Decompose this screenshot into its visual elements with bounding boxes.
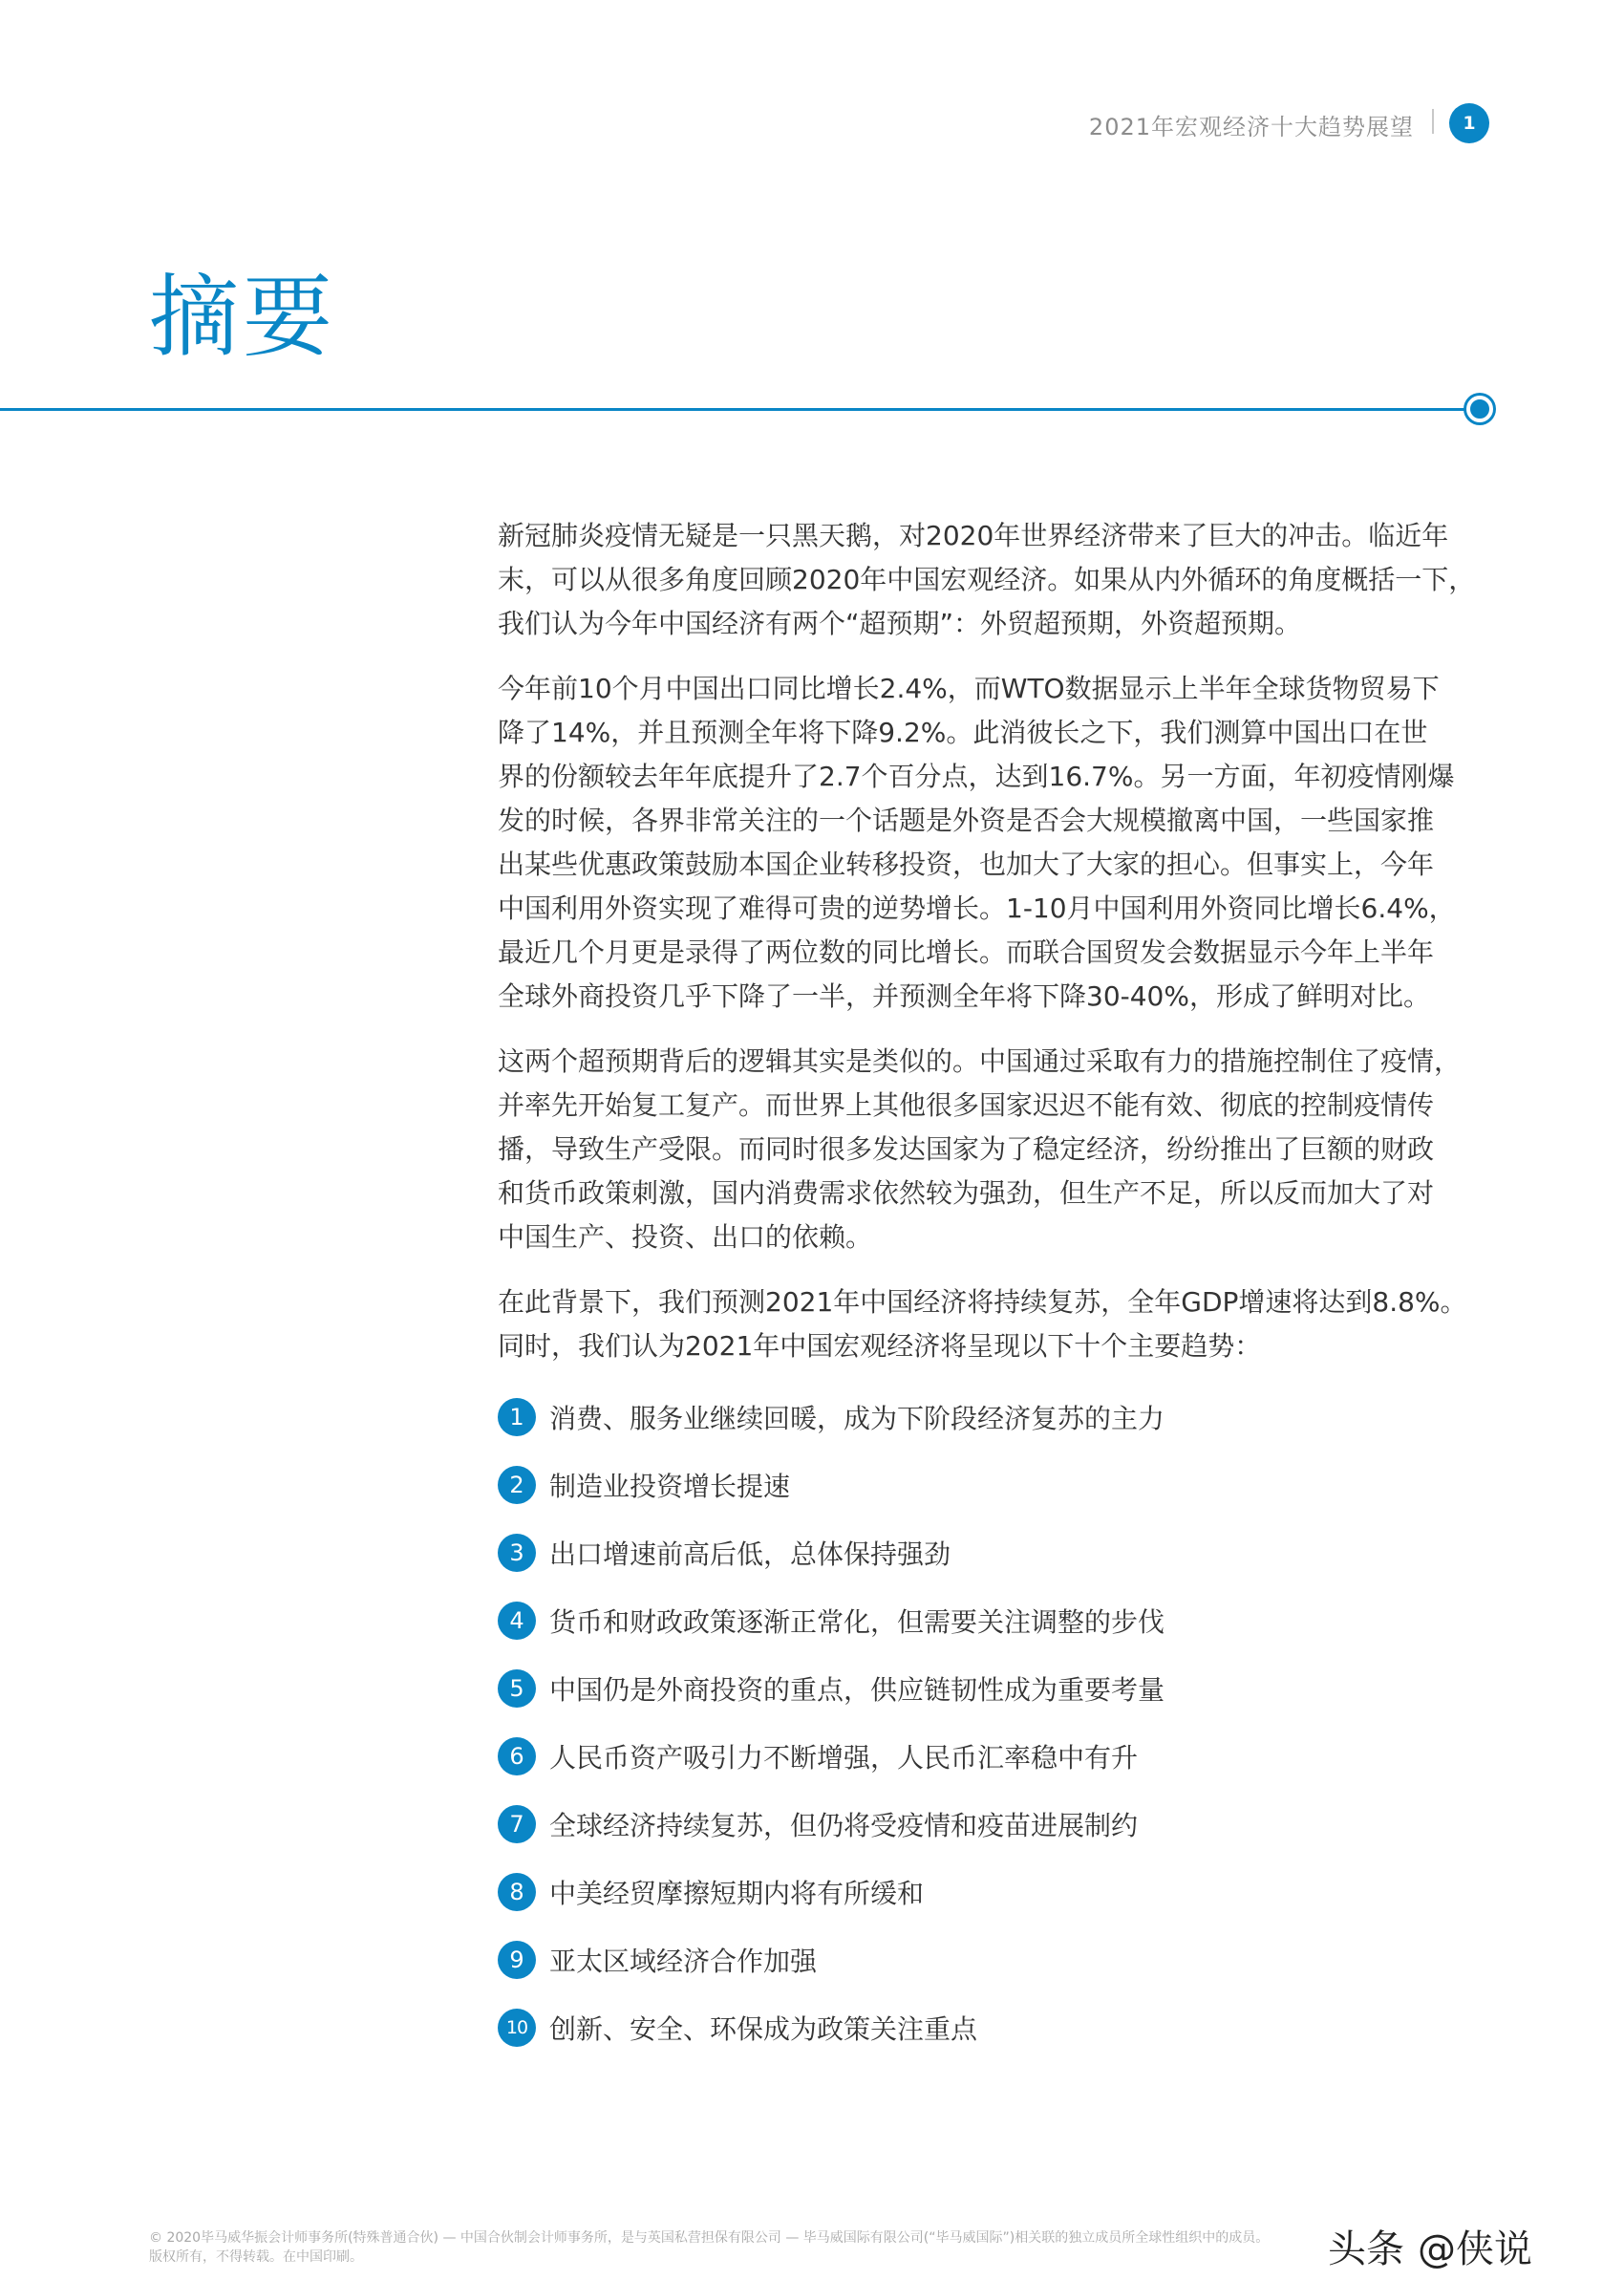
trend-item — [498, 2008, 1516, 2048]
trend-item — [498, 1397, 1516, 1437]
trend-item — [498, 1736, 1516, 1776]
trend-number-badge: 5 — [498, 1669, 536, 1708]
trend-text: 中国仍是外商投资的重点，供应链韧性成为重要考量 — [549, 1674, 1165, 1706]
trend-item — [498, 1872, 1516, 1912]
summary-content — [498, 514, 1516, 2076]
trend-text: 全球经济持续复苏，但仍将受疫情和疫苗进展制约 — [549, 1810, 1139, 1841]
trend-number-badge: 4 — [498, 1602, 536, 1640]
trend-item — [498, 1533, 1516, 1573]
trend-text: 亚太区域经济合作加强 — [549, 1946, 818, 1977]
summary-paragraph-1: 新冠肺炎疫情无疑是一只黑天鹅，对2020年世界经济带来了巨大的冲击。临近年 末，可以从很多角度回顾2020年中国宏观经济。如果从内外循环的角度概括一下， 我们认为今年中国经济有两个“超预期”：外贸超预期，外资超预期。 — [498, 520, 1476, 639]
trend-item — [498, 1668, 1516, 1709]
footer-copyright — [149, 2228, 1372, 2267]
trend-number-badge: 9 — [498, 1941, 536, 1979]
trend-number-badge: 8 — [498, 1873, 536, 1911]
trend-text: 出口增速前高后低，总体保持强劲 — [549, 1538, 951, 1570]
trend-list — [498, 1397, 1516, 2048]
trend-number-badge: 3 — [498, 1534, 536, 1572]
summary-paragraph-4: 在此背景下，我们预测2021年中国经济将持续复苏，全年GDP增速将达到8.8%。 同时，我们认为2021年中国宏观经济将呈现以下十个主要趋势： — [498, 1286, 1467, 1362]
trend-text: 创新、安全、环保成为政策关注重点 — [549, 2013, 978, 2045]
trend-text: 人民币资产吸引力不断增强，人民币汇率稳中有升 — [549, 1742, 1139, 1774]
trend-number-badge: 6 — [498, 1737, 536, 1775]
trend-item — [498, 1601, 1516, 1641]
page-title: 摘要 — [149, 266, 337, 370]
trend-item — [498, 1465, 1516, 1505]
page-number-badge: 1 — [1449, 103, 1489, 143]
summary-paragraph-3: 这两个超预期背后的逻辑其实是类似的。中国通过采取有力的措施控制住了疫情， 并率先开始复工复产。而世界上其他很多国家迟迟不能有效、彻底的控制疫情传 播，导致生产受限。而同时很多发达国家为了稳定经济，纷纷推出了巨额的财政 和货币政策刺激，国内消费需求依然较为强劲，但生产不足，所以反而加大了对 中国生产、投资、出口的依赖。 — [498, 1045, 1462, 1253]
title-divider-line — [0, 408, 1473, 411]
header-divider — [1432, 109, 1434, 134]
trend-number-badge: 7 — [498, 1805, 536, 1843]
trend-number-badge: 1 — [498, 1398, 536, 1436]
trend-number-badge: 2 — [498, 1466, 536, 1504]
trend-text: 货币和财政政策逐渐正常化，但需要关注调整的步伐 — [549, 1606, 1165, 1638]
footer-line-2: 版权所有，不得转载。在中国印刷。 — [149, 2249, 363, 2265]
divider-end-dot — [1466, 396, 1493, 422]
footer-line-1: © 2020毕马威华振会计师事务所(特殊普通合伙) — 中国合伙制会计师事务所，是与英国私营担保有限公司 — 毕马威国际有限公司(“毕马威国际”)相关联的独立成员所全球性组织中的成员。 — [149, 2230, 1270, 2246]
trend-text: 制造业投资增长提速 — [549, 1471, 791, 1502]
trend-item — [498, 1804, 1516, 1844]
toutiao-watermark — [1328, 2219, 1532, 2273]
watermark-brand: 头条 — [1328, 2227, 1404, 2271]
trend-text: 中美经贸摩擦短期内将有所缓和 — [549, 1878, 925, 1909]
header-title: 2021年宏观经济十大趋势展望 — [1088, 114, 1414, 140]
trend-text: 消费、服务业继续回暖，成为下阶段经济复苏的主力 — [549, 1403, 1165, 1434]
watermark-handle: @侠说 — [1418, 2227, 1532, 2271]
trend-number-badge: 10 — [498, 2009, 536, 2047]
trend-item — [498, 1940, 1516, 1980]
summary-paragraph-2: 今年前10个月中国出口同比增长2.4%，而WTO数据显示上半年全球货物贸易下 降了14%，并且预测全年将下降9.2%。此消彼长之下，我们测算中国出口在世 界的份额较去年年底提升了2.7个百分点，达到16.7%。另一方面，年初疫情刚爆 发的时候，各界非常关注的一个话题是外资是否会大规模撤离中国，一些国家推 出某些优惠政策鼓励本国企业转移投资，也加大了大家的担心。但事实上，今年 中国利用外资实现了难得可贵的逆势增长。1-10月中国利用外资同比增长6.4%， 最近几个月更是录得了两位数的同比增长。而联合国贸发会数据显示今年上半年 全球外商投资几乎下降了一半，并预测全年将下降30-40%，形成了鲜明对比。 — [498, 673, 1456, 1012]
